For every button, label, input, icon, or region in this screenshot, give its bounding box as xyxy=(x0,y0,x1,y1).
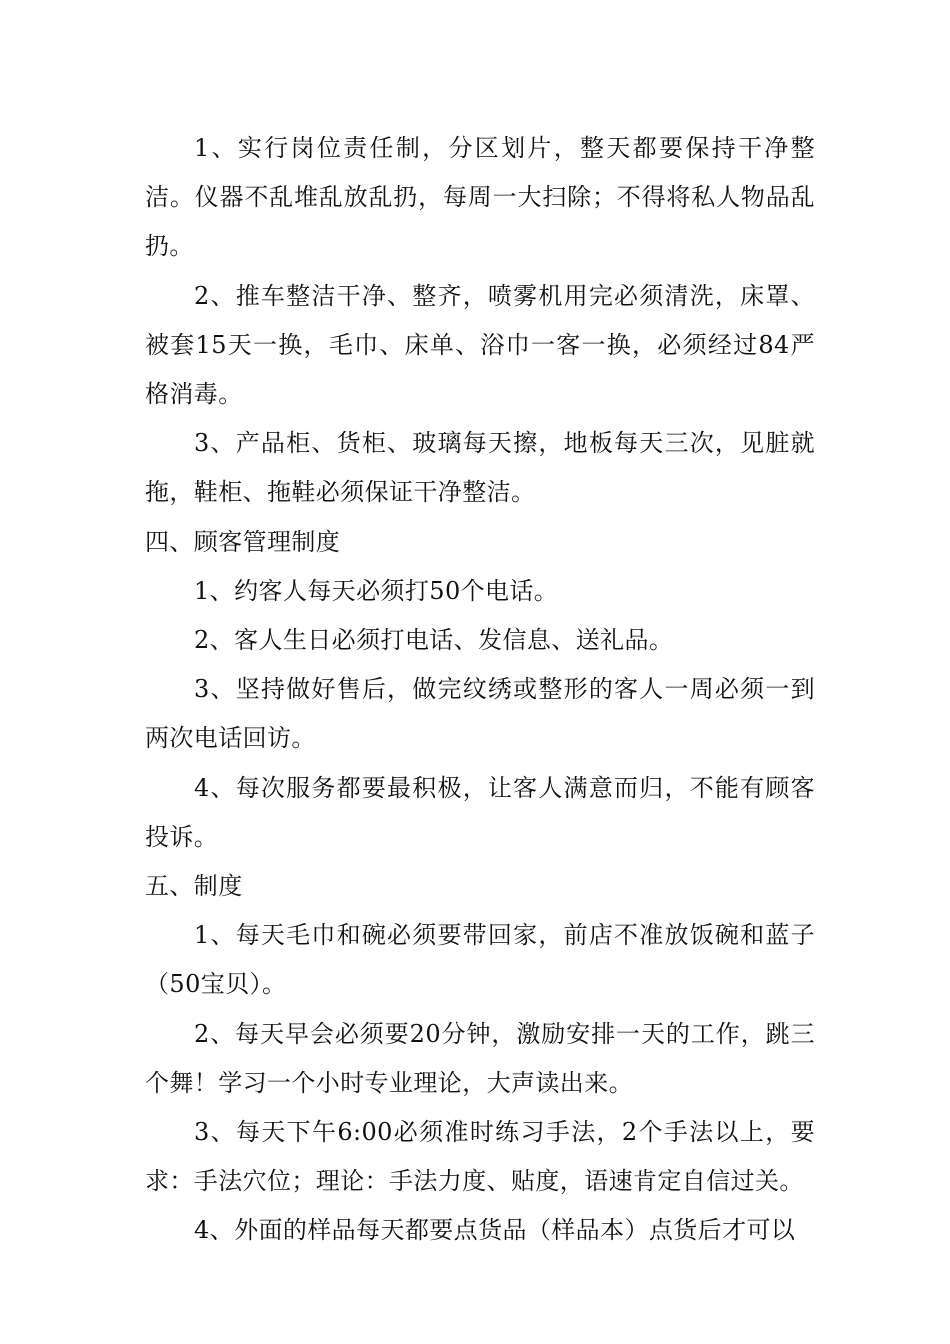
paragraph-hygiene-2: 2、推车整洁干净、整齐，喷雾机用完必须清洗，床罩、被套15天一换，毛巾、床单、浴巾一客一换，必须经过84严格消毒。 xyxy=(145,281,815,409)
paragraph-customer-4: 4、每次服务都要最积极，让客人满意而归，不能有顾客投诉。 xyxy=(145,773,815,851)
paragraph-customer-2: 2、客人生日必须打电话、发信息、送礼品。 xyxy=(194,626,674,655)
paragraph-customer-3: 3、坚持做好售后，做完纹绣或整形的客人一周必须一到两次电话回访。 xyxy=(145,675,815,753)
paragraph-rules-4: 4、外面的样品每天都要点货品（样品本）点货后才可以 xyxy=(194,1216,796,1245)
document-body xyxy=(145,124,815,1256)
section-heading-customer-management: 四、顾客管理制度 xyxy=(145,527,341,556)
paragraph-rules-3: 3、每天下午6:00必须准时练习手法，2个手法以上，要求：手法穴位；理论：手法力度、贴度，语速肯定自信过关。 xyxy=(145,1118,815,1196)
paragraph-rules-2: 2、每天早会必须要20分钟，激励安排一天的工作，跳三个舞！学习一个小时专业理论，大声读出来。 xyxy=(145,1019,815,1097)
paragraph-hygiene-1: 1、实行岗位责任制，分区划片，整天都要保持干净整洁。仪器不乱堆乱放乱扔，每周一大扫除；不得将私人物品乱扔。 xyxy=(145,134,815,261)
paragraph-customer-1: 1、约客人每天必须打50个电话。 xyxy=(194,576,559,605)
paragraph-rules-1: 1、每天毛巾和碗必须要带回家，前店不准放饭碗和蓝子（50宝贝）。 xyxy=(145,921,815,999)
section-heading-rules: 五、制度 xyxy=(145,872,243,901)
paragraph-hygiene-3: 3、产品柜、货柜、玻璃每天擦，地板每天三次，见脏就拖，鞋柜、拖鞋必须保证干净整洁。 xyxy=(145,429,815,507)
